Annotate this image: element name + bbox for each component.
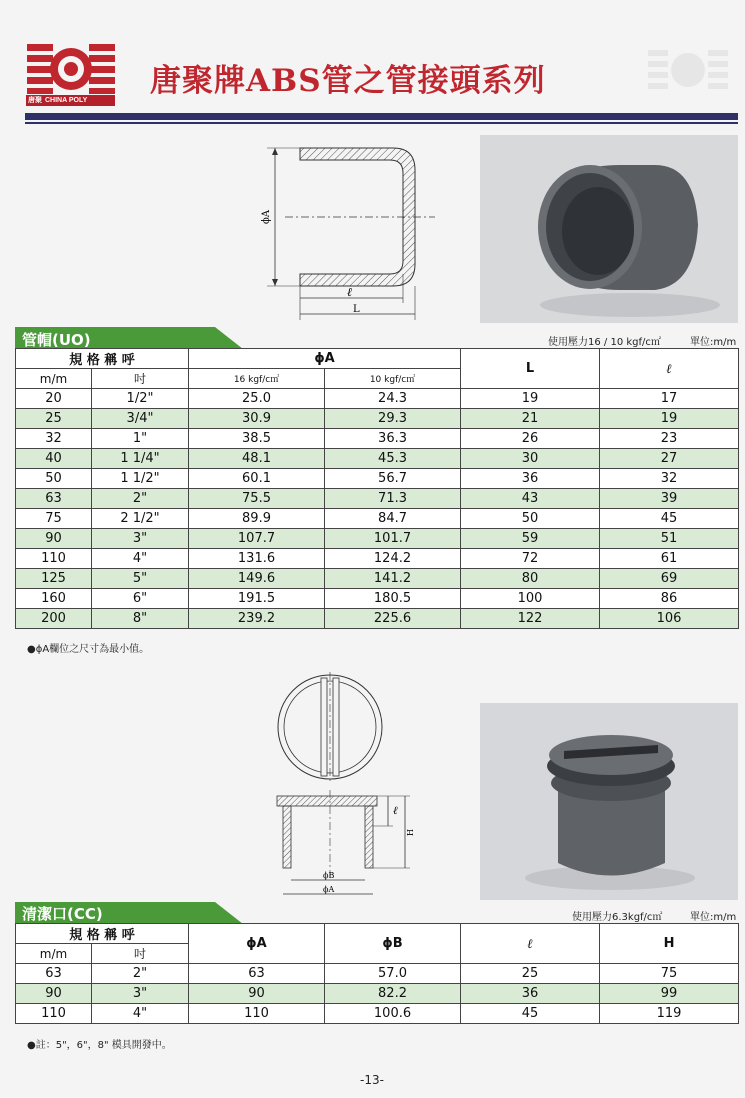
cap-cell-L: 80: [461, 569, 600, 589]
cap-table-row: [16, 429, 739, 449]
cap-cell-mm: 63: [16, 489, 92, 509]
cleanout-dim-H: H: [406, 829, 415, 836]
cap-cell-a10: 124.2: [325, 549, 461, 569]
cap-cell-inch: 2": [92, 489, 189, 509]
cleanout-header-mm: m/m: [16, 944, 92, 964]
cap-table-row: [16, 489, 739, 509]
cap-header-16kgf: 16 kgf/c㎡: [189, 369, 325, 389]
cleanout-header-phiA: ϕA: [189, 924, 325, 964]
cleanout-note: ●註：5"，6"，8" 模具開發中。: [27, 1040, 172, 1051]
cap-cell-l: 45: [600, 509, 739, 529]
cap-section-title: 管帽(UO): [22, 331, 91, 349]
cleanout-cell-b: 57.0: [325, 964, 461, 984]
cap-cell-a16: 191.5: [189, 589, 325, 609]
cap-cell-l: 19: [600, 409, 739, 429]
cap-technical-drawing: [255, 140, 460, 320]
cleanout-cell-b: 100.6: [325, 1004, 461, 1024]
cleanout-cell-mm: 63: [16, 964, 92, 984]
cap-cell-l: 39: [600, 489, 739, 509]
cap-cell-inch: 4": [92, 549, 189, 569]
cap-cell-a10: 29.3: [325, 409, 461, 429]
cap-cell-inch: 5": [92, 569, 189, 589]
cap-header-l: ℓ: [600, 349, 739, 389]
cap-cell-l: 106: [600, 609, 739, 629]
cleanout-technical-drawing: [265, 672, 425, 904]
cleanout-header-inch: 吋: [92, 944, 189, 964]
cap-dim-L: L: [353, 304, 360, 315]
cap-header-L: L: [461, 349, 600, 389]
cap-cell-mm: 90: [16, 529, 92, 549]
cap-cell-inch: 3/4": [92, 409, 189, 429]
cleanout-cell-H: 99: [600, 984, 739, 1004]
cap-header-inch: 吋: [92, 369, 189, 389]
cap-cell-L: 72: [461, 549, 600, 569]
cleanout-cell-l: 45: [461, 1004, 600, 1024]
cap-cell-a16: 107.7: [189, 529, 325, 549]
cap-table-row: [16, 529, 739, 549]
cleanout-cell-inch: 3": [92, 984, 189, 1004]
cap-cell-a10: 71.3: [325, 489, 461, 509]
cleanout-table-row: [16, 964, 739, 984]
cap-dim-l: ℓ: [347, 285, 352, 299]
cap-cell-inch: 2 1/2": [92, 509, 189, 529]
cleanout-cell-H: 119: [600, 1004, 739, 1024]
cap-cell-L: 21: [461, 409, 600, 429]
cleanout-cell-l: 25: [461, 964, 600, 984]
cap-cell-L: 50: [461, 509, 600, 529]
cap-cell-a10: 101.7: [325, 529, 461, 549]
cap-cell-a10: 56.7: [325, 469, 461, 489]
cap-cell-inch: 8": [92, 609, 189, 629]
cap-table-row: [16, 549, 739, 569]
cleanout-cell-mm: 110: [16, 1004, 92, 1024]
cleanout-cell-H: 75: [600, 964, 739, 984]
cap-cell-a16: 30.9: [189, 409, 325, 429]
cap-cell-mm: 25: [16, 409, 92, 429]
cap-table-row: [16, 589, 739, 609]
cap-table-row: [16, 569, 739, 589]
cleanout-spec-table: [15, 923, 739, 1024]
cap-cell-L: 30: [461, 449, 600, 469]
cleanout-dim-phiA: ϕA: [323, 885, 335, 894]
cleanout-cell-a: 90: [189, 984, 325, 1004]
cleanout-product-photo: [480, 703, 738, 900]
cap-cell-inch: 1 1/2": [92, 469, 189, 489]
cap-cell-L: 59: [461, 529, 600, 549]
cap-cell-a10: 180.5: [325, 589, 461, 609]
cap-table-row: [16, 449, 739, 469]
cap-cell-mm: 200: [16, 609, 92, 629]
cleanout-cell-inch: 4": [92, 1004, 189, 1024]
cleanout-table-row: [16, 1004, 739, 1024]
cap-header-spec: 規 格 稱 呼: [16, 349, 189, 369]
cap-pressure: 使用壓力16 / 10 kgf/c㎡: [548, 337, 661, 348]
cap-cell-a16: 75.5: [189, 489, 325, 509]
cap-cell-L: 100: [461, 589, 600, 609]
cap-table-row: [16, 609, 739, 629]
header-rule: [25, 113, 738, 120]
cap-cell-inch: 1": [92, 429, 189, 449]
cap-cell-l: 17: [600, 389, 739, 409]
page-number: -13-: [360, 1073, 384, 1087]
cap-cell-a10: 141.2: [325, 569, 461, 589]
cap-cell-a16: 149.6: [189, 569, 325, 589]
cap-cell-L: 19: [461, 389, 600, 409]
cleanout-unit: 單位:m/m: [690, 912, 737, 923]
cleanout-dim-phiB: ϕB: [323, 871, 335, 880]
cap-cell-l: 61: [600, 549, 739, 569]
cap-cell-a10: 225.6: [325, 609, 461, 629]
cap-cell-L: 122: [461, 609, 600, 629]
cap-cell-a16: 25.0: [189, 389, 325, 409]
cleanout-cell-a: 110: [189, 1004, 325, 1024]
cap-cell-L: 43: [461, 489, 600, 509]
cap-cell-a10: 45.3: [325, 449, 461, 469]
cap-cell-inch: 3": [92, 529, 189, 549]
cap-cell-L: 36: [461, 469, 600, 489]
cap-cell-a10: 24.3: [325, 389, 461, 409]
cap-note: ●ϕA欄位之尺寸為最小值。: [27, 644, 150, 655]
cleanout-header-spec: 規 格 稱 呼: [16, 924, 189, 944]
cap-cell-mm: 125: [16, 569, 92, 589]
cap-cell-a10: 84.7: [325, 509, 461, 529]
cleanout-dim-l: ℓ: [393, 804, 398, 817]
cap-cell-l: 51: [600, 529, 739, 549]
cleanout-header-l: ℓ: [461, 924, 600, 964]
cleanout-cell-mm: 90: [16, 984, 92, 1004]
cap-cell-mm: 50: [16, 469, 92, 489]
cap-cell-mm: 110: [16, 549, 92, 569]
cap-cell-mm: 75: [16, 509, 92, 529]
cap-table-row: [16, 469, 739, 489]
cap-spec-table: [15, 348, 739, 629]
cap-table-row: [16, 509, 739, 529]
cap-cell-L: 26: [461, 429, 600, 449]
cap-dim-phiA: ϕA: [261, 209, 272, 225]
cap-product-photo: [480, 135, 738, 323]
brand-logo-caption: 唐聚 CHINA POLY: [26, 95, 115, 106]
cap-cell-a16: 131.6: [189, 549, 325, 569]
cleanout-table-row: [16, 984, 739, 1004]
cleanout-header-H: H: [600, 924, 739, 964]
cap-cell-l: 32: [600, 469, 739, 489]
cleanout-pressure: 使用壓力6.3kgf/c㎡: [572, 912, 663, 923]
watermark-logo: [648, 45, 728, 105]
cap-cell-l: 23: [600, 429, 739, 449]
cap-cell-mm: 32: [16, 429, 92, 449]
cap-table-row: [16, 389, 739, 409]
cleanout-cell-b: 82.2: [325, 984, 461, 1004]
cleanout-cell-a: 63: [189, 964, 325, 984]
page-title: 唐聚牌ABS管之管接頭系列: [150, 63, 546, 99]
cap-cell-a10: 36.3: [325, 429, 461, 449]
cap-cell-inch: 1/2": [92, 389, 189, 409]
header-rule-thin: [25, 122, 738, 124]
cap-unit: 單位:m/m: [690, 337, 737, 348]
cleanout-header-phiB: ϕB: [325, 924, 461, 964]
cap-cell-mm: 160: [16, 589, 92, 609]
cap-cell-mm: 20: [16, 389, 92, 409]
cap-cell-a16: 239.2: [189, 609, 325, 629]
cap-cell-inch: 1 1/4": [92, 449, 189, 469]
cap-cell-l: 86: [600, 589, 739, 609]
cleanout-section-title: 清潔口(CC): [22, 905, 103, 923]
cap-header-mm: m/m: [16, 369, 92, 389]
cap-cell-inch: 6": [92, 589, 189, 609]
cap-cell-l: 27: [600, 449, 739, 469]
cap-cell-a16: 38.5: [189, 429, 325, 449]
cap-header-10kgf: 10 kgf/c㎡: [325, 369, 461, 389]
cap-cell-mm: 40: [16, 449, 92, 469]
cleanout-cell-inch: 2": [92, 964, 189, 984]
cap-cell-l: 69: [600, 569, 739, 589]
cleanout-cell-l: 36: [461, 984, 600, 1004]
cap-cell-a16: 89.9: [189, 509, 325, 529]
cap-header-phiA: ϕA: [189, 349, 461, 369]
cap-table-row: [16, 409, 739, 429]
cap-cell-a16: 48.1: [189, 449, 325, 469]
cap-cell-a16: 60.1: [189, 469, 325, 489]
